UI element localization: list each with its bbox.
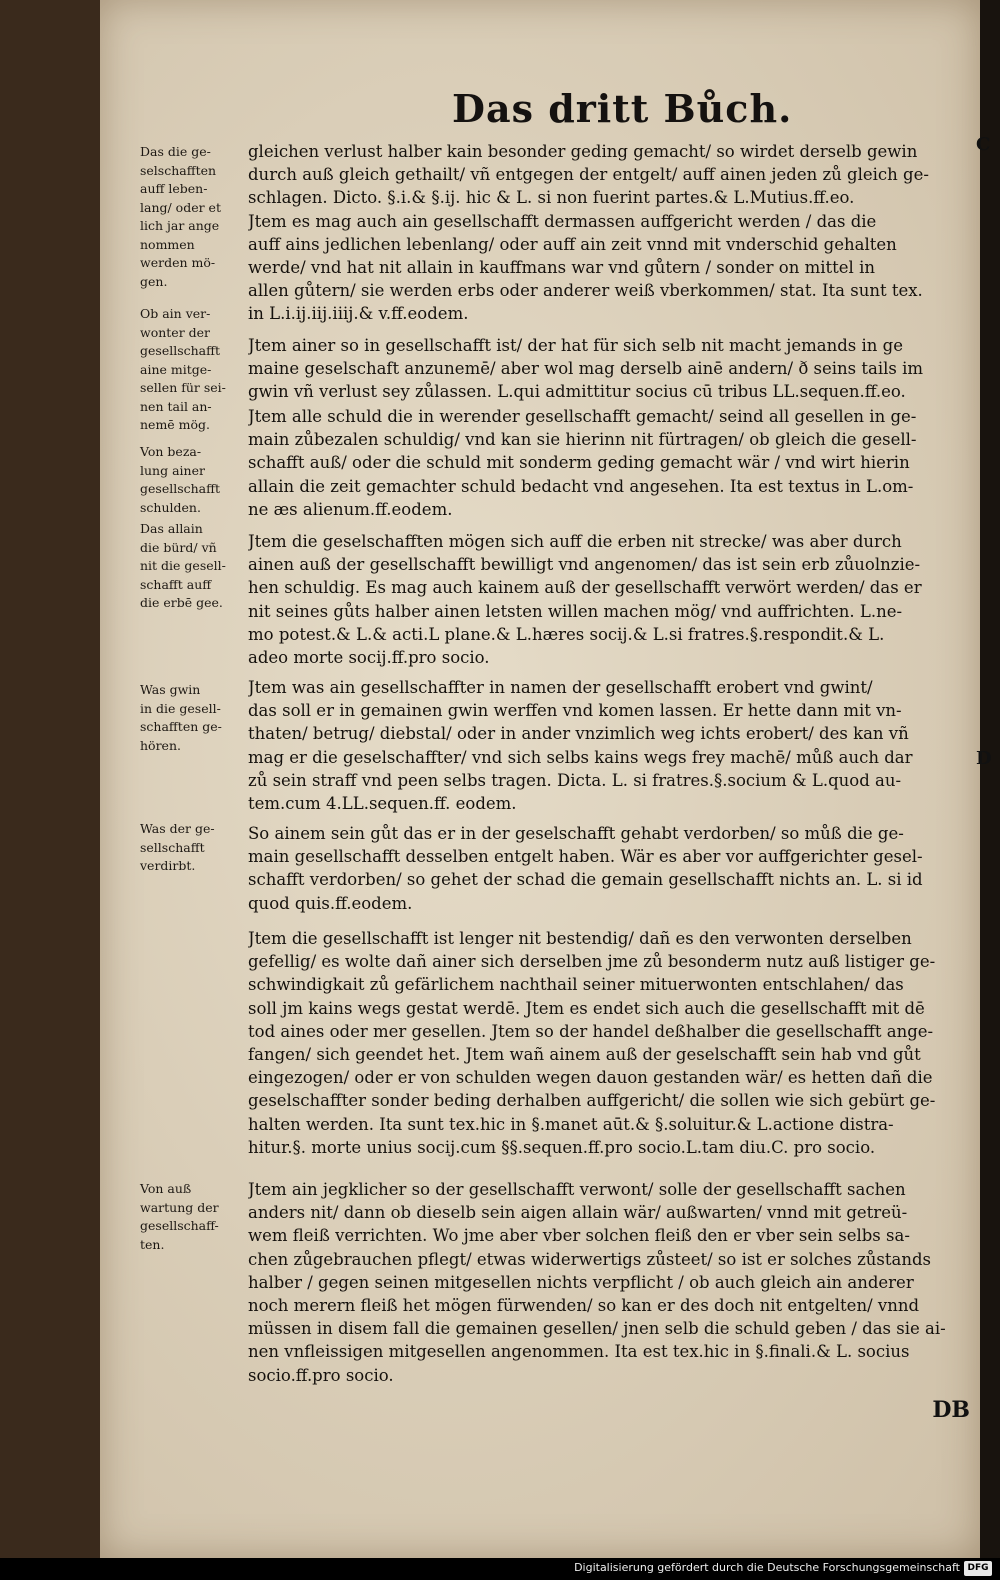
side-mark-d: D bbox=[976, 748, 992, 769]
marginal-line: nemē mög. bbox=[140, 417, 211, 432]
marginal-line: gesellschafft bbox=[140, 481, 221, 496]
text-line: thaten/ betrug/ diebstal/ oder in ander vnzimlich weg ichts erobert/ des kan vñ bbox=[248, 724, 909, 744]
text-line: soll jm kains wegs gestat werdē. Jtem es endet sich auch die gesellschafft mit dē bbox=[248, 998, 925, 1018]
text-line: main gesellschafft desselben entgelt haben. Wär es aber vor auffgerichter gesel- bbox=[248, 847, 923, 867]
body-paragraph bbox=[248, 927, 973, 1159]
text-line: socio.ff.pro socio. bbox=[248, 1365, 394, 1385]
marginal-note bbox=[140, 143, 240, 291]
text-line: in L.i.ij.iij.iiij.& v.ff.eodem. bbox=[248, 304, 469, 324]
dfg-logo: DFG bbox=[964, 1561, 992, 1576]
marginal-line: Das allain bbox=[140, 521, 203, 536]
marginal-line: nen tail an- bbox=[140, 398, 212, 414]
text-line: gefellig/ es wolte dañ ainer sich derselben jme zů besonderm nutz auß listiger ge- bbox=[248, 952, 936, 972]
text-line: nen vnfleissigen mitgesellen angenommen. Ita est tex.hic in §.finali.& L. socius bbox=[248, 1342, 910, 1362]
text-line: nit seines gůts halber ainen letsten willen machen mög/ vnd auffrichten. L.ne- bbox=[248, 601, 903, 621]
body-paragraph bbox=[248, 334, 973, 404]
marginal-note bbox=[140, 1180, 240, 1254]
marginal-line: nommen bbox=[140, 236, 195, 252]
body-paragraph bbox=[248, 140, 973, 326]
text-line: schafft auß/ oder die schuld mit sonderm geding gemacht wär / vnd wirt hierin bbox=[248, 453, 910, 473]
text-line: So ainem sein gůt das er in der geselschafft gehabt verdorben/ so můß die ge- bbox=[248, 824, 904, 843]
marginal-line: Was der ge- bbox=[140, 821, 215, 836]
marginal-line: wonter der bbox=[140, 324, 211, 340]
text-line: auff ains jedlichen lebenlang/ oder auff ain zeit vnnd mit vnderschid gehalten bbox=[248, 234, 897, 254]
marginal-line: gesellschaff- bbox=[140, 1218, 219, 1233]
side-mark-c: C bbox=[976, 134, 991, 155]
marginal-line: gesellschafft bbox=[140, 343, 221, 358]
marginal-line: sellen für sei- bbox=[140, 380, 226, 395]
body-paragraph bbox=[248, 530, 973, 669]
marginal-line: auff leben- bbox=[140, 181, 208, 196]
text-line: Jtem was ain gesellschaffter in namen der gesellschafft erobert vnd gwint/ bbox=[248, 678, 873, 697]
marginal-line: sellschafft bbox=[140, 839, 205, 855]
marginal-line: verdirbt. bbox=[140, 858, 196, 873]
text-line: tem.cum 4.LL.sequen.ff. eodem. bbox=[248, 794, 517, 814]
text-line: wem fleiß verrichten. Wo jme aber vber solchen fleiß den er vber sein selbs sa- bbox=[248, 1226, 910, 1246]
text-line: allain die zeit gemachter schuld bedacht vnd angesehen. Ita est textus in L.om- bbox=[248, 476, 914, 496]
text-line: anders nit/ dann ob dieselb sein aigen allain wär/ außwarten/ vnnd mit getreü- bbox=[248, 1203, 908, 1223]
footer-credit: Digitalisierung gefördert durch die Deutsche Forschungsgemeinschaft bbox=[574, 1561, 960, 1574]
text-line: Jtem ainer so in gesellschafft ist/ der hat für sich selb nit macht jemands in ge bbox=[248, 336, 903, 355]
text-line: schlagen. Dicto. §.i.& §.ij. hic & L. si non fuerint partes.& L.Mutius.ff.eo. bbox=[248, 188, 855, 208]
text-line: maine geselschaft anzunemē/ aber wol mag derselb ainē andern/ ð seins tails im bbox=[248, 359, 924, 379]
marginal-note bbox=[140, 305, 240, 435]
text-line: Jtem alle schuld die in werender gesellschafft gemacht/ seind all gesellen in ge- bbox=[248, 407, 917, 426]
text-line: halten werden. Ita sunt tex.hic in §.manet aūt.& §.soluitur.& L.actione distra- bbox=[248, 1114, 894, 1134]
marginal-line: in die gesell- bbox=[140, 700, 221, 716]
catchword: DB bbox=[932, 1397, 970, 1423]
marginal-line: ten. bbox=[140, 1236, 165, 1252]
marginal-line: nit die gesell- bbox=[140, 558, 226, 573]
marginal-line: lang/ oder et bbox=[140, 199, 221, 215]
marginal-note bbox=[140, 443, 240, 517]
marginal-line: lich jar ange bbox=[140, 218, 220, 233]
text-line: eingezogen/ oder er von schulden wegen dauon gestanden wär/ es hetten dañ die bbox=[248, 1068, 933, 1088]
text-line: ainen auß der gesellschafft bewilligt vnd angenomen/ das ist sein erb zůuolnzie- bbox=[248, 555, 921, 575]
running-head: Das dritt Bůch. bbox=[452, 86, 793, 131]
marginal-note bbox=[140, 820, 240, 876]
text-line: noch merern fleiß het mögen fürwenden/ so kan er des doch nit entgelten/ vnnd bbox=[248, 1296, 920, 1316]
text-line: das soll er in gemainen gwin werffen vnd komen lassen. Er hette dann mit vn- bbox=[248, 701, 902, 721]
text-line: gwin vñ verlust sey zůlassen. L.qui admittitur socius cū tribus LL.sequen.ff.eo. bbox=[248, 382, 906, 402]
text-line: schafft verdorben/ so gehet der schad die gemain gesellschafft nichts an. L. si id bbox=[248, 870, 923, 890]
text-line: mo potest.& L.& acti.L plane.& L.hæres socij.& L.si fratres.§.respondit.& L. bbox=[248, 624, 885, 644]
body-paragraph bbox=[248, 1178, 973, 1387]
text-line: quod quis.ff.eodem. bbox=[248, 893, 413, 913]
text-line: hitur.§. morte unius socij.cum §§.sequen.ff.pro socio.L.tam diu.C. pro socio. bbox=[248, 1137, 876, 1157]
marginal-line: die bürd/ vñ bbox=[140, 539, 217, 555]
text-line: hen schuldig. Es mag auch kainem auß der gesellschafft verwört werden/ das er bbox=[248, 578, 922, 598]
marginal-line: gen. bbox=[140, 273, 168, 289]
marginal-line: werden mö- bbox=[140, 255, 216, 270]
marginal-line: hören. bbox=[140, 737, 181, 753]
marginal-line: die erbē gee. bbox=[140, 595, 223, 610]
marginal-line: selschafften bbox=[140, 162, 217, 178]
text-line: Jtem die gesellschafft ist lenger nit bestendig/ dañ es den verwonten derselben bbox=[248, 929, 912, 948]
marginal-line: schulden. bbox=[140, 499, 201, 515]
text-line: adeo morte socij.ff.pro socio. bbox=[248, 648, 490, 668]
marginal-line: schafft auff bbox=[140, 576, 212, 592]
text-line: Jtem es mag auch ain gesellschafft dermassen auffgericht werden / das die bbox=[248, 211, 877, 231]
text-line: halber / gegen seinen mitgesellen nichts verpflicht / ob auch gleich ain anderer bbox=[248, 1272, 914, 1292]
marginal-line: Das die ge- bbox=[140, 144, 211, 159]
text-line: ne æs alienum.ff.eodem. bbox=[248, 499, 453, 519]
text-line: zů sein straff vnd peen selbs tragen. Dicta. L. si fratres.§.socium & L.quod au- bbox=[248, 770, 902, 790]
marginal-line: schafften ge- bbox=[140, 719, 222, 734]
body-paragraph bbox=[248, 822, 973, 915]
text-line: werde/ vnd hat nit allain in kauffmans war vnd gůtern / sonder on mittel in bbox=[248, 258, 875, 278]
marginal-line: aine mitge- bbox=[140, 361, 212, 377]
marginal-line: Was gwin bbox=[140, 682, 201, 697]
text-line: main zůbezalen schuldig/ vnd kan sie hierinn nit fürtragen/ ob gleich die gesell- bbox=[248, 430, 917, 450]
text-line: durch auß gleich gethailt/ vñ entgegen der entgelt/ auff ainen jeden zů gleich ge- bbox=[248, 165, 929, 185]
text-line: schwindigkait zů gefärlichem nachthail seiner mituerwonten entschlahen/ das bbox=[248, 975, 904, 995]
body-paragraph bbox=[248, 676, 973, 815]
marginal-line: wartung der bbox=[140, 1199, 219, 1215]
text-line: geselschaffter sonder beding derhalben auffgericht/ die sollen wie sich gebürt ge- bbox=[248, 1091, 936, 1111]
text-line: fangen/ sich geendet het. Jtem wañ ainem auß der geselschafft sein hab vnd gůt bbox=[248, 1045, 921, 1065]
text-line: allen gůtern/ sie werden erbs oder anderer weiß vberkommen/ stat. Ita sunt tex. bbox=[248, 281, 923, 301]
body-paragraph bbox=[248, 405, 973, 521]
text-line: tod aines oder mer gesellen. Jtem so der handel deßhalber die gesellschafft ange- bbox=[248, 1021, 934, 1041]
text-line: chen zůgebrauchen pflegt/ etwas widerwertigs zůsteet/ so ist er solches zůstands bbox=[248, 1249, 932, 1269]
text-line: Jtem ain jegklicher so der gesellschafft verwont/ solle der gesellschafft sachen bbox=[248, 1180, 906, 1199]
scan-edge bbox=[980, 0, 1000, 1558]
marginal-note bbox=[140, 520, 240, 613]
marginal-note bbox=[140, 681, 240, 755]
text-line: Jtem die geselschafften mögen sich auff die erben nit strecke/ was aber durch bbox=[248, 532, 902, 551]
text-line: müssen in disem fall die gemainen gesellen/ jnen selb die schuld geben / das sie ai- bbox=[248, 1319, 946, 1339]
marginal-line: Ob ain ver- bbox=[140, 306, 211, 321]
marginal-line: Von auß bbox=[140, 1181, 192, 1196]
text-line: mag er die geselschaffter/ vnd sich selbs kains wegs frey machē/ můß auch dar bbox=[248, 747, 913, 767]
marginal-line: Von beza- bbox=[140, 444, 202, 459]
text-line: gleichen verlust halber kain besonder geding gemacht/ so wirdet derselb gewin bbox=[248, 142, 918, 161]
marginal-line: lung ainer bbox=[140, 462, 205, 478]
